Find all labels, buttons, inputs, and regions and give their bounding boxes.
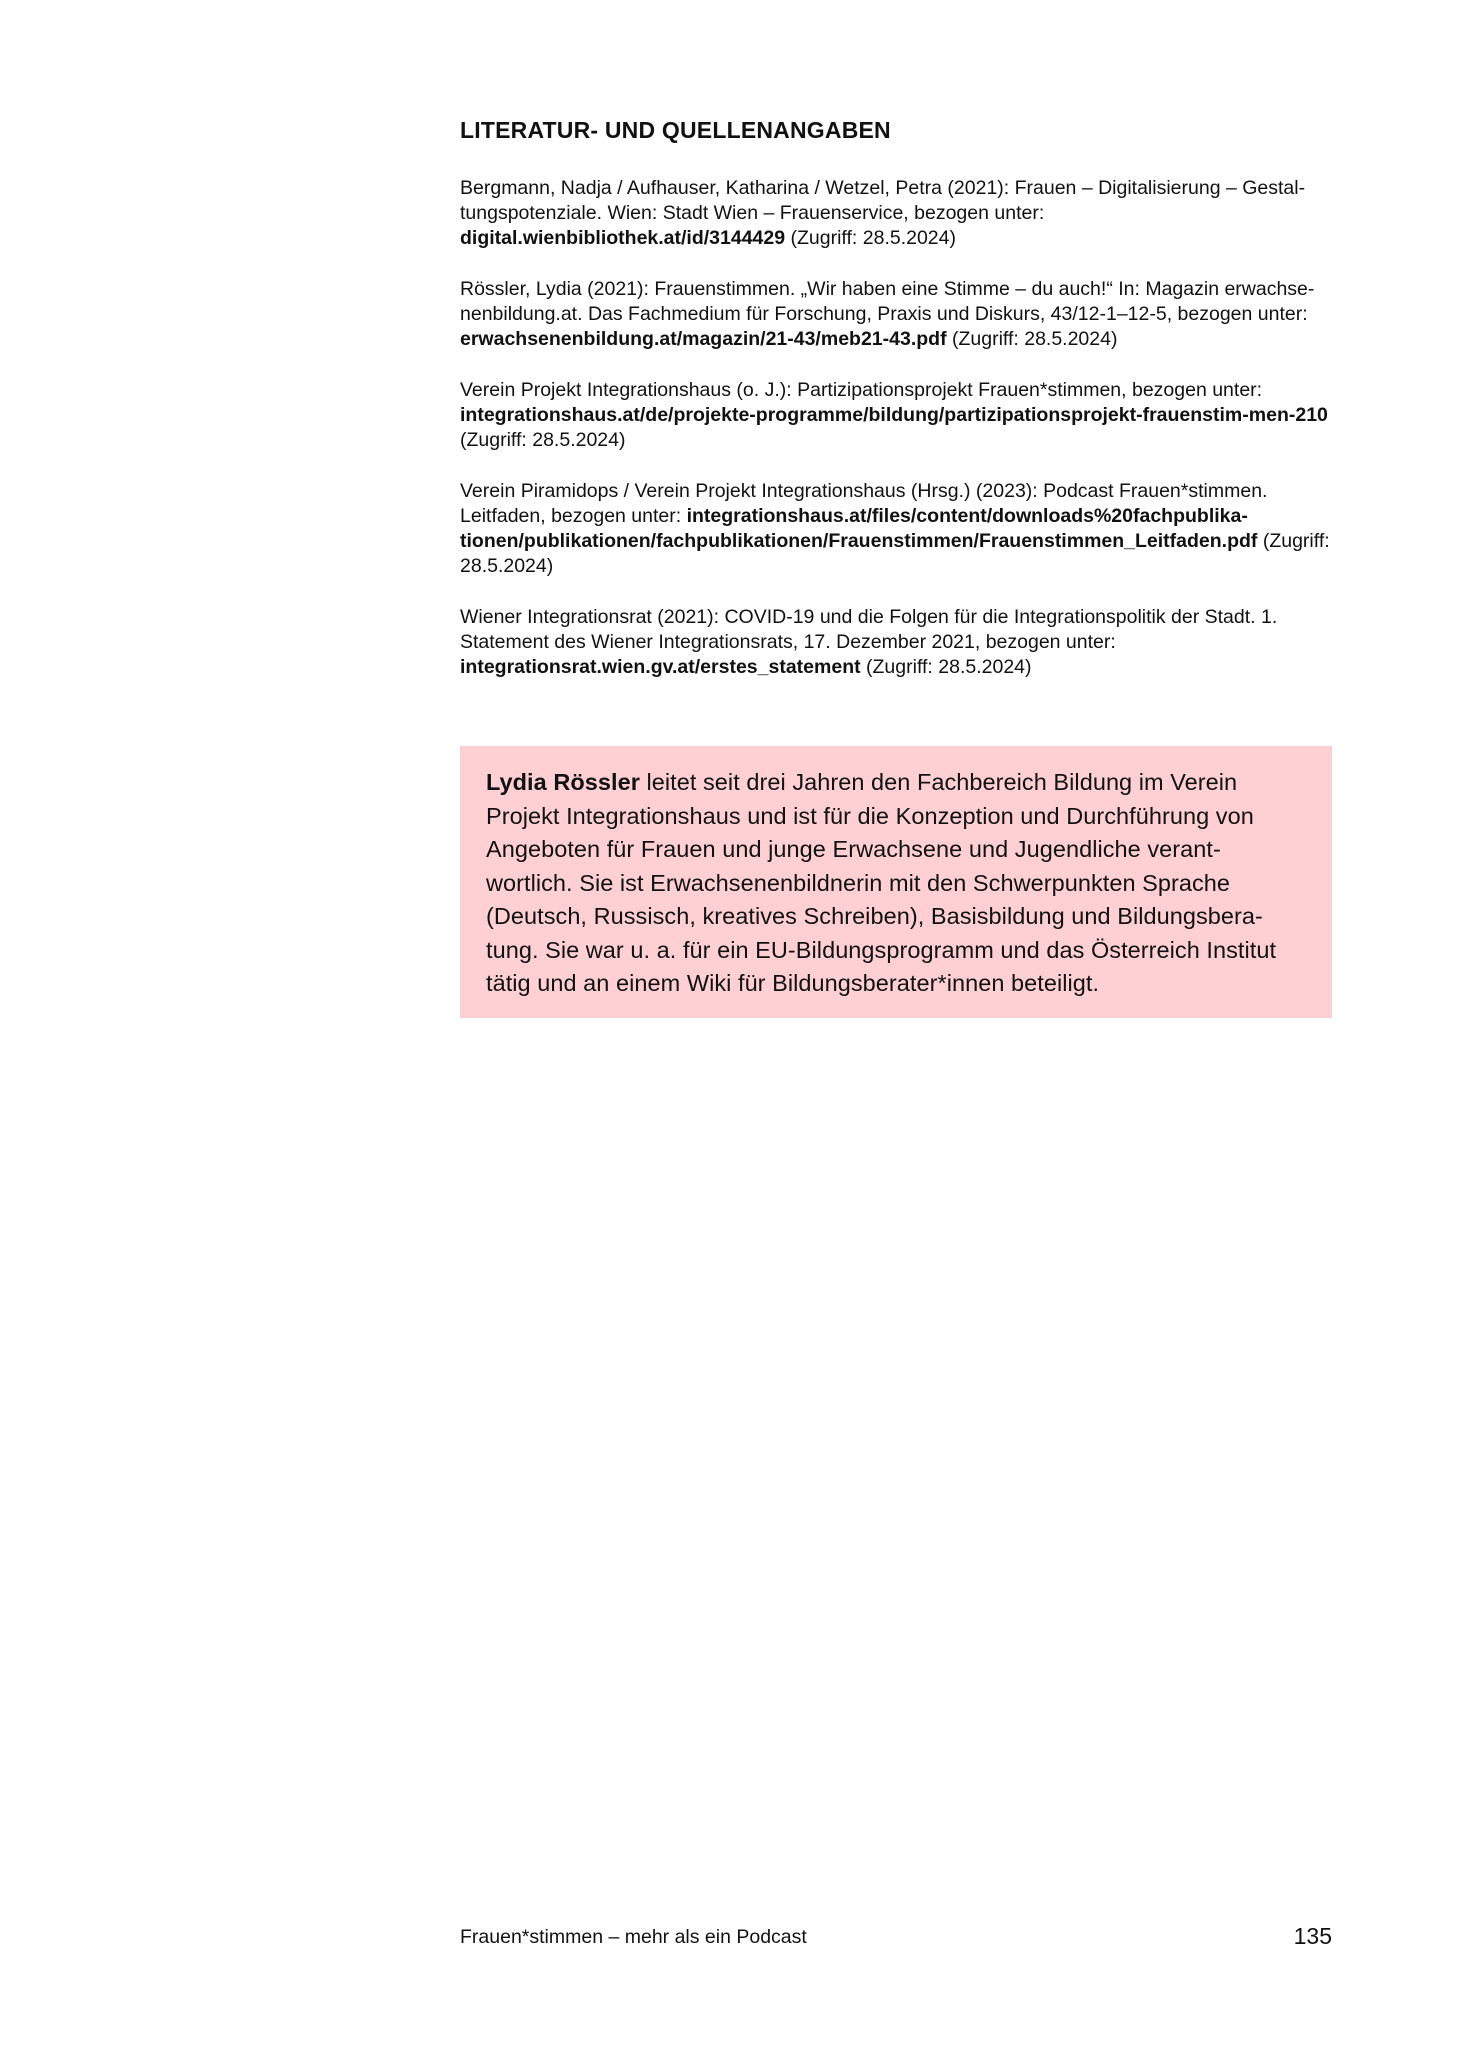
reference-item (460, 605, 1340, 680)
reference-text: Wiener Integrationsrat (2021): COVID-19 und die Folgen für die Integrationspolitik der Stadt. 1. Statement des Wiener Integrationsrats, 17. Dezember 2021, bezogen unter: (460, 606, 1278, 653)
reference-link[interactable]: integrationsrat.wien.gv.at/erstes_statement (460, 656, 861, 678)
reference-text: Verein Piramidops / Verein Projekt Integrationshaus (Hrsg.) (2023): Podcast Frauen*stimmen. Leitfaden, bezogen unter: (460, 480, 1268, 527)
reference-access-date: (Zugriff: 28.5.2024) (946, 328, 1118, 350)
reference-text: Verein Projekt Integrationshaus (o. J.): Partizipationsprojekt Frauen*stimmen, bezogen unter: (460, 379, 1263, 401)
reference-item (460, 176, 1340, 251)
reference-item (460, 479, 1340, 579)
reference-link[interactable]: integrationshaus.at/files/content/downloads%20fachpublika-tionen/publikationen/fachpublikationen/Frauenstimmen/Frauenstimmen_Leitfaden.pdf (460, 505, 1258, 552)
section-heading: LITERATUR- UND QUELLENANGABEN (460, 117, 891, 143)
author-name: Lydia Rössler (486, 769, 640, 795)
author-bio-text: leitet seit drei Jahren den Fachbereich Bildung im Verein Projekt Integrationshaus und ist für die Konzeption und Durchführung von Angeboten für Frauen und junge Erwachsene und Jugendliche verant-wortlich. Sie ist Erwachsenenbildnerin mit den Schwerpunkten Sprache (Deutsch, Russisch, kreatives Schreiben), Basisbildung und Bildungsbera-tung. Sie war u. a. für ein EU-Bildungsprogramm und das Österreich Institut tätig und an einem Wiki für Bildungsberater*innen beteiligt. (486, 769, 1277, 996)
reference-access-date: (Zugriff: 28.5.2024) (460, 429, 626, 451)
reference-access-date: (Zugriff: 28.5.2024) (785, 227, 956, 249)
reference-access-date: (Zugriff: 28.5.2024) (460, 530, 1330, 577)
reference-list (460, 176, 1340, 706)
page-number: 135 (1293, 1923, 1332, 1949)
author-bio-box (460, 746, 1332, 1018)
reference-link[interactable]: digital.wienbibliothek.at/id/3144429 (460, 227, 786, 249)
reference-link[interactable]: erwachsenenbildung.at/magazin/21-43/meb21-43.pdf (460, 328, 947, 350)
reference-access-date: (Zugriff: 28.5.2024) (860, 656, 1032, 678)
reference-item (460, 378, 1340, 453)
reference-link[interactable]: integrationshaus.at/de/projekte-programme/bildung/partizipationsprojekt-frauenstim-men-210 (460, 404, 1328, 426)
author-bio (486, 766, 1306, 1001)
footer-title: Frauen*stimmen – mehr als ein Podcast (460, 1926, 807, 1948)
reference-text: Rössler, Lydia (2021): Frauenstimmen. „Wir haben eine Stimme – du auch!“ In: Magazin erwachse-nenbildung.at. Das Fachmedium für Forschung, Praxis und Diskurs, 43/12-1–12-5, bezogen unter: (460, 278, 1315, 325)
reference-text: Bergmann, Nadja / Aufhauser, Katharina / Wetzel, Petra (2021): Frauen – Digitalisierung – Gestal-tungspotenziale. Wien: Stadt Wien – Frauenservice, bezogen unter: (460, 177, 1306, 224)
reference-item (460, 277, 1340, 352)
